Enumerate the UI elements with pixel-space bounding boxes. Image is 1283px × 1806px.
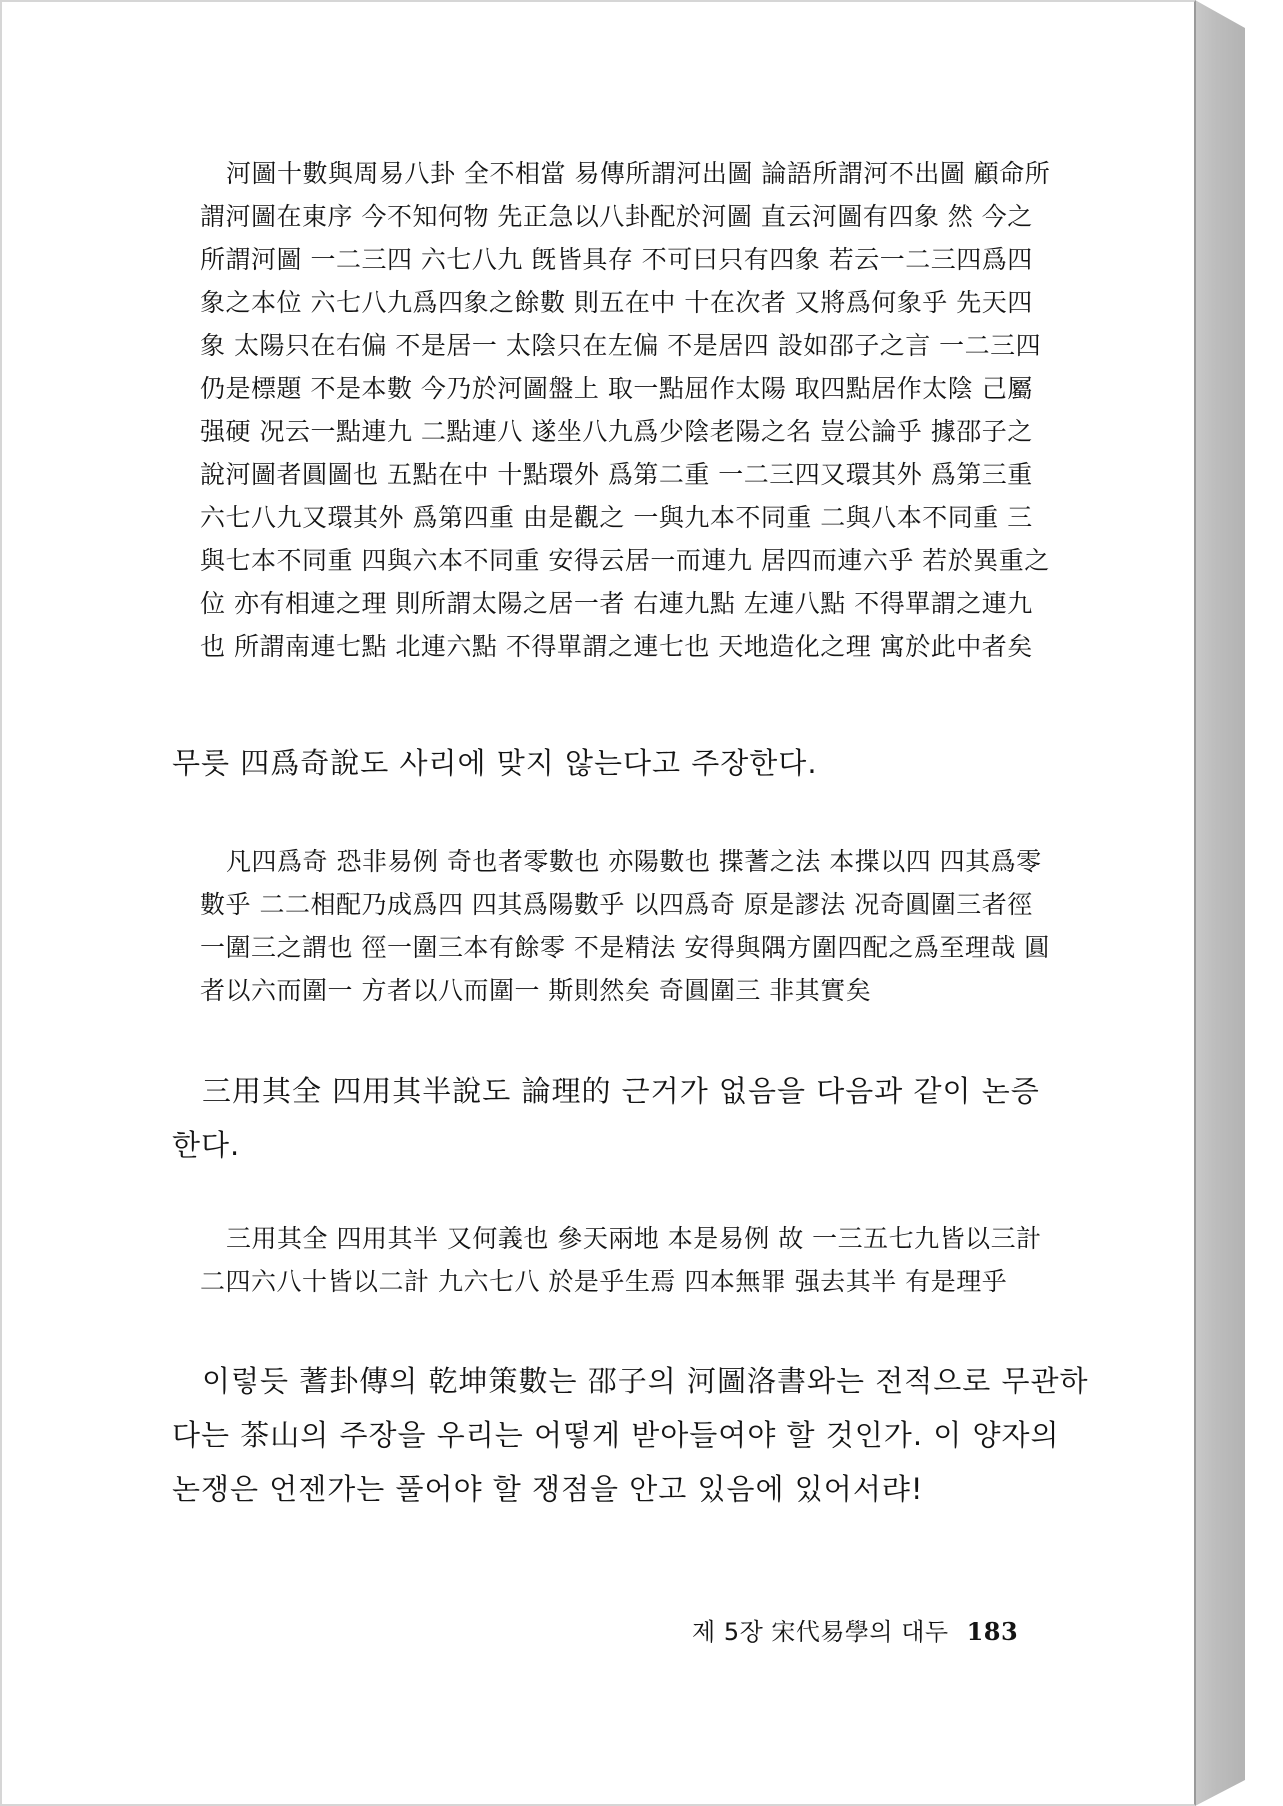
chapter-title: 제 5장 宋代易學의 대두 [692,1618,949,1646]
quote-line: 三用其全 四用其半 又何義也 參天兩地 本是易例 故 一三五七九皆以三計 [226,1224,1042,1253]
body-line: 다는 茶山의 주장을 우리는 어떻게 받아들여야 할 것인가. 이 양자의 [172,1418,1060,1452]
body-line: 무릇 四爲奇說도 사리에 맞지 않는다고 주장한다. [172,746,818,780]
quote-line: 一圍三之謂也 徑一圍三本有餘零 不是精法 安得與隅方圍四配之爲至理哉 圓 [200,933,1050,962]
body-paragraph-3 [172,1354,1089,1516]
quote-line: 凡四爲奇 恐非易例 奇也者零數也 亦陽數也 揲蓍之法 本揲以四 四其爲零 [226,847,1042,876]
running-footer [692,1612,1018,1647]
quote-line: 數乎 二二相配乃成爲四 四其爲陽數乎 以四爲奇 原是謬法 况奇圓圍三者徑 [200,890,1033,919]
quote-line: 强硬 况云一點連九 二點連八 遂坐八九爲少陰老陽之名 豈公論乎 據邵子之 [200,417,1033,446]
quote-line: 謂河圖在東序 今不知何物 先正急以八卦配於河圖 直云河圖有四象 然 今之 [200,202,1033,231]
quote-line: 位 亦有相連之理 則所謂太陽之居一者 右連九點 左連八點 不得單謂之連九 [200,589,1033,618]
quote-line: 六七八九又環其外 爲第四重 由是觀之 一與九本不同重 二與八本不同重 三 [200,503,1033,532]
quote-line: 說河圖者圓圖也 五點在中 十點環外 爲第二重 一二三四又環其外 爲第三重 [200,460,1033,489]
quote-block-three-four [200,1217,1080,1303]
quote-block-hetu [200,152,1080,668]
quote-line: 象之本位 六七八九爲四象之餘數 則五在中 十在次者 又將爲何象乎 先天四 [200,288,1033,317]
quote-line: 與七本不同重 四與六本不同重 安得云居一而連九 居四而連六乎 若於異重之 [200,546,1050,575]
quote-line: 者以六而圍一 方者以八而圍一 斯則然矣 奇圓圍三 非其實矣 [200,976,872,1005]
body-line: 三用其全 四用其半說도 論理的 근거가 없음을 다음과 같이 논증 [202,1074,1040,1108]
page-number: 183 [966,1617,1019,1646]
body-paragraph-2 [172,1064,1072,1172]
quote-line: 也 所謂南連七點 北連六點 不得單謂之連七也 天地造化之理 寓於此中者矣 [200,632,1033,661]
quote-line: 所謂河圖 一二三四 六七八九 旣皆具存 不可曰只有四象 若云一二三四爲四 [200,245,1033,274]
body-paragraph-1 [172,736,1072,790]
page-stack-edge [1195,0,1245,1806]
quote-line: 二四六八十皆以二計 九六七八 於是乎生焉 四本無罪 强去其半 有是理乎 [200,1267,1008,1296]
quote-line: 河圖十數與周易八卦 全不相當 易傳所謂河出圖 論語所謂河不出圖 顧命所 [226,159,1051,188]
quote-block-odd-four [200,840,1080,1012]
body-line: 논쟁은 언젠가는 풀어야 할 쟁점을 안고 있음에 있어서랴! [172,1472,924,1506]
quote-line: 仍是標題 不是本數 今乃於河圖盤上 取一點屈作太陽 取四點居作太陰 己屬 [200,374,1033,403]
body-line: 한다. [172,1128,241,1162]
quote-line: 象 太陽只在右偏 不是居一 太陰只在左偏 不是居四 設如邵子之言 一二三四 [200,331,1042,360]
body-line: 이렇듯 蓍卦傳의 乾坤策數는 邵子의 河圖洛書와는 전적으로 무관하 [202,1364,1089,1398]
